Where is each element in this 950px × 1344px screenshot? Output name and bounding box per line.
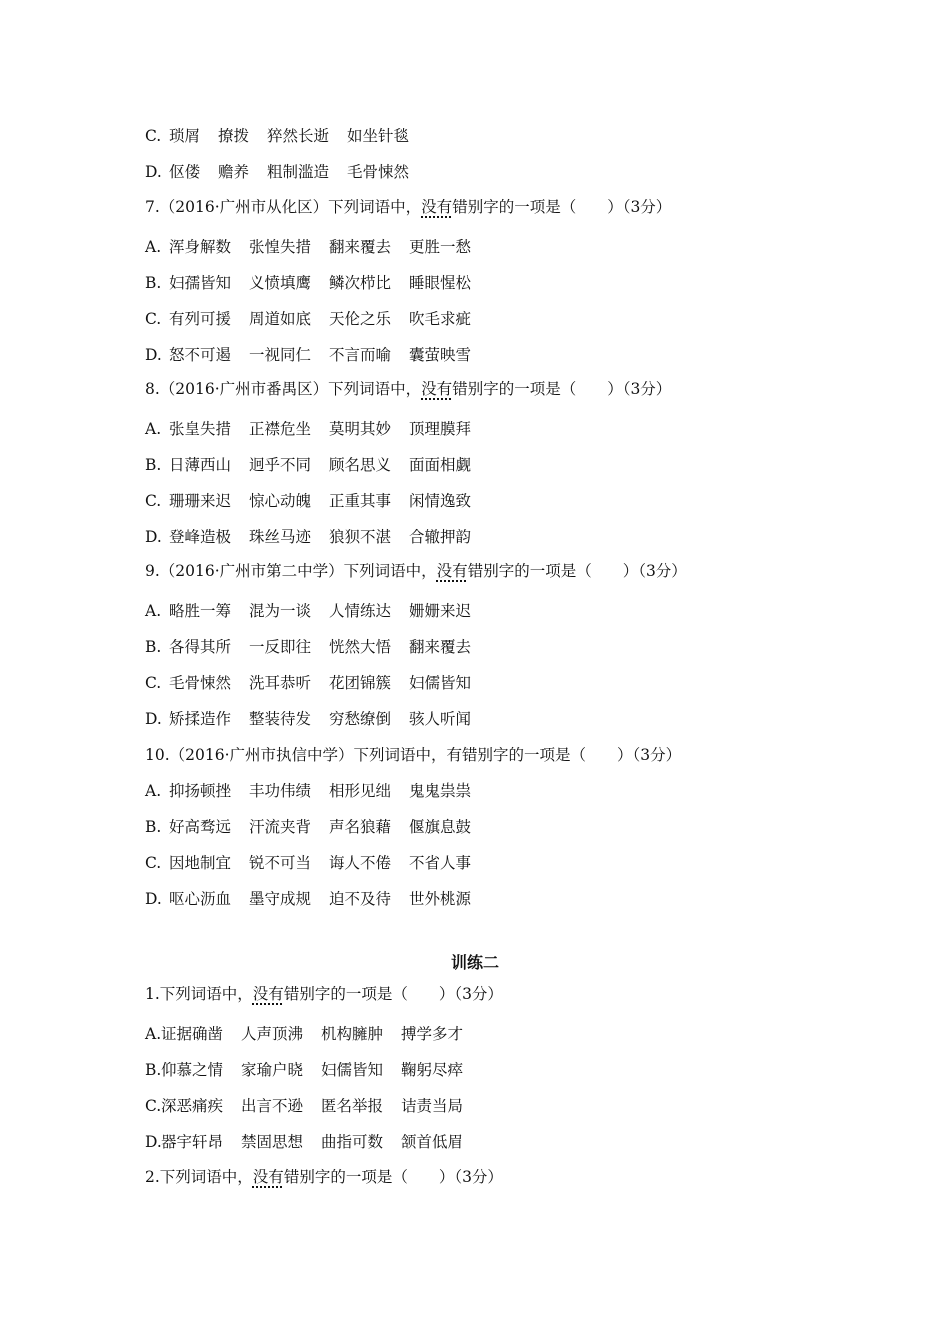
option-word: 匿名举报	[321, 1097, 384, 1115]
option-word: 有列可援	[169, 310, 232, 328]
option-letter: D.	[145, 163, 162, 181]
option-word: 丰功伟绩	[249, 782, 312, 800]
question-head: 10.（2016·广州市执信中学）下列词语中，	[145, 746, 447, 764]
option-letter: C.	[145, 310, 162, 328]
option-word: 鬼鬼祟祟	[409, 782, 472, 800]
option-letter: B.	[145, 818, 162, 836]
option-word: 出言不逊	[241, 1097, 304, 1115]
option-line	[145, 1058, 481, 1082]
emphasis-text: 没有	[436, 562, 468, 580]
option-word: 撩拨	[218, 127, 250, 145]
option-word: 因地制宜	[169, 854, 232, 872]
option-word: 矫揉造作	[169, 710, 232, 728]
option-letter: C.	[145, 127, 162, 145]
option-letter: A.	[145, 238, 162, 256]
option-line	[145, 124, 427, 148]
option-letter: C.	[145, 674, 162, 692]
option-word: 莫明其妙	[329, 420, 392, 438]
option-word: 鳞次栉比	[329, 274, 392, 292]
option-word: 囊萤映雪	[409, 346, 472, 364]
option-word: 各得其所	[169, 638, 232, 656]
option-word: 曲指可数	[321, 1133, 384, 1151]
option-word: 不言而喻	[329, 346, 392, 364]
option-word: 吹毛求疵	[409, 310, 472, 328]
option-word: 正襟危坐	[249, 420, 312, 438]
option-word: 周道如底	[249, 310, 312, 328]
option-word: 家瑜户晓	[241, 1061, 304, 1079]
option-letter: D.	[145, 1133, 162, 1151]
option-line	[145, 815, 489, 839]
option-letter: A.	[145, 420, 162, 438]
question-head: 9.（2016·广州市第二中学）下列词语中，	[145, 562, 437, 580]
option-word: 合辙押韵	[409, 528, 472, 546]
option-line	[145, 453, 489, 477]
option-line	[145, 707, 489, 731]
option-word: 诲人不倦	[329, 854, 392, 872]
option-word: 机构臃肿	[321, 1025, 384, 1043]
option-line	[145, 635, 489, 659]
question-head: 8.（2016·广州市番禺区）下列词语中，	[145, 380, 422, 398]
option-word: 惊心动魄	[249, 492, 312, 510]
option-word: 粗制滥造	[267, 163, 330, 181]
section-title: 训练二	[450, 953, 499, 972]
option-word: 偃旗息鼓	[409, 818, 472, 836]
option-word: 整装待发	[249, 710, 312, 728]
option-word: 毛骨悚然	[169, 674, 232, 692]
option-word: 颔首低眉	[401, 1133, 464, 1151]
option-word: 骇人听闻	[409, 710, 472, 728]
option-word: 人声顶沸	[241, 1025, 304, 1043]
option-word: 花团锦簇	[329, 674, 392, 692]
option-word: 浑身解数	[169, 238, 232, 256]
question-7	[145, 195, 671, 219]
option-word: 毛骨悚然	[347, 163, 410, 181]
option-letter: B.	[145, 638, 162, 656]
training2-question-1	[145, 982, 503, 1006]
option-word: 汗流夹背	[249, 818, 312, 836]
option-word: 妇儒皆知	[409, 674, 472, 692]
option-word: 闲情逸致	[409, 492, 472, 510]
option-word: 顶理膜拜	[409, 420, 472, 438]
option-word: 世外桃源	[409, 890, 472, 908]
option-word: 登峰造极	[169, 528, 232, 546]
option-word: 器宇轩昂	[161, 1133, 224, 1151]
option-line	[145, 271, 489, 295]
option-letter: D.	[145, 710, 162, 728]
option-word: 如坐针毯	[347, 127, 410, 145]
option-line	[145, 1130, 481, 1154]
option-word: 正重其事	[329, 492, 392, 510]
option-letter: D.	[145, 528, 162, 546]
option-letter: C.	[145, 854, 162, 872]
option-line	[145, 417, 489, 441]
option-word: 抑扬顿挫	[169, 782, 232, 800]
option-word: 穷愁缭倒	[329, 710, 392, 728]
option-letter: C.	[145, 492, 162, 510]
option-word: 混为一谈	[249, 602, 312, 620]
emphasis-text: 没有	[421, 380, 453, 398]
option-letter: B.	[145, 274, 162, 292]
option-word: 张惶失措	[249, 238, 312, 256]
option-letter: B.	[145, 1061, 162, 1079]
option-word: 张皇失措	[169, 420, 232, 438]
emphasis-text: 没有	[252, 985, 284, 1003]
option-letter: A.	[145, 602, 162, 620]
question-head: 2.下列词语中，	[145, 1168, 253, 1186]
option-word: 人情练达	[329, 602, 392, 620]
option-line	[145, 1094, 481, 1118]
option-line	[145, 599, 489, 623]
option-word: 姗姗来迟	[409, 602, 472, 620]
option-word: 天伦之乐	[329, 310, 392, 328]
option-word: 好高骛远	[169, 818, 232, 836]
option-word: 禁固思想	[241, 1133, 304, 1151]
option-word: 狼狈不湛	[329, 528, 392, 546]
option-letter: C.	[145, 1097, 162, 1115]
option-word: 声名狼藉	[329, 818, 392, 836]
option-line	[145, 489, 489, 513]
option-letter: D.	[145, 890, 162, 908]
option-word: 相形见绌	[329, 782, 392, 800]
option-word: 珊珊来迟	[169, 492, 232, 510]
option-line	[145, 343, 489, 367]
question-head: 1.下列词语中，	[145, 985, 253, 1003]
emphasis-text: 没有	[421, 198, 453, 216]
option-word: 鞠躬尽瘁	[401, 1061, 464, 1079]
option-line	[145, 235, 489, 259]
option-word: 一视同仁	[249, 346, 312, 364]
option-word: 赡养	[218, 163, 250, 181]
option-word: 面面相觑	[409, 456, 472, 474]
option-word: 翻来覆去	[409, 638, 472, 656]
option-word: 琐屑	[169, 127, 201, 145]
option-word: 睡眼惺松	[409, 274, 472, 292]
option-line	[145, 887, 489, 911]
option-word: 搏学多才	[401, 1025, 464, 1043]
question-tail: 错别字的一项是（ ）（3分）	[283, 985, 503, 1003]
option-word: 翻来覆去	[329, 238, 392, 256]
option-word: 诘责当局	[401, 1097, 464, 1115]
training2-question-2	[145, 1165, 503, 1189]
option-line	[145, 307, 489, 331]
option-word: 妇孺皆知	[169, 274, 232, 292]
option-letter: D.	[145, 346, 162, 364]
option-line	[145, 160, 427, 184]
option-letter: A.	[145, 1025, 162, 1043]
option-word: 一反即往	[249, 638, 312, 656]
option-word: 珠丝马迹	[249, 528, 312, 546]
option-word: 日薄西山	[169, 456, 232, 474]
option-word: 锐不可当	[249, 854, 312, 872]
option-word: 呕心沥血	[169, 890, 232, 908]
option-word: 洗耳恭听	[249, 674, 312, 692]
option-word: 顾名思义	[329, 456, 392, 474]
option-word: 不省人事	[409, 854, 472, 872]
option-word: 怒不可遏	[169, 346, 232, 364]
option-line	[145, 851, 489, 875]
option-word: 恍然大悟	[329, 638, 392, 656]
question-tail: 有错别字的一项是（ ）（3分）	[446, 746, 682, 764]
option-word: 略胜一筹	[169, 602, 232, 620]
option-word: 深恶痛疾	[161, 1097, 224, 1115]
option-line	[145, 779, 489, 803]
option-word: 迥乎不同	[249, 456, 312, 474]
question-tail: 错别字的一项是（ ）（3分）	[283, 1168, 503, 1186]
question-8	[145, 377, 671, 401]
option-word: 妇儒皆知	[321, 1061, 384, 1079]
question-tail: 错别字的一项是（ ）（3分）	[467, 562, 687, 580]
option-line	[145, 525, 489, 549]
question-9	[145, 559, 687, 583]
option-word: 更胜一愁	[409, 238, 472, 256]
option-letter: B.	[145, 456, 162, 474]
question-10	[145, 743, 681, 767]
question-tail: 错别字的一项是（ ）（3分）	[452, 198, 672, 216]
option-word: 仰慕之情	[161, 1061, 224, 1079]
option-word: 义愤填鹰	[249, 274, 312, 292]
option-word: 证据确凿	[161, 1025, 224, 1043]
question-head: 7.（2016·广州市从化区）下列词语中，	[145, 198, 422, 216]
emphasis-text: 没有	[252, 1168, 284, 1186]
option-word: 迫不及待	[329, 890, 392, 908]
option-line	[145, 1022, 481, 1046]
option-letter: A.	[145, 782, 162, 800]
option-word: 猝然长逝	[267, 127, 330, 145]
question-tail: 错别字的一项是（ ）（3分）	[452, 380, 672, 398]
option-word: 伛偻	[169, 163, 201, 181]
option-word: 墨守成规	[249, 890, 312, 908]
option-line	[145, 671, 489, 695]
